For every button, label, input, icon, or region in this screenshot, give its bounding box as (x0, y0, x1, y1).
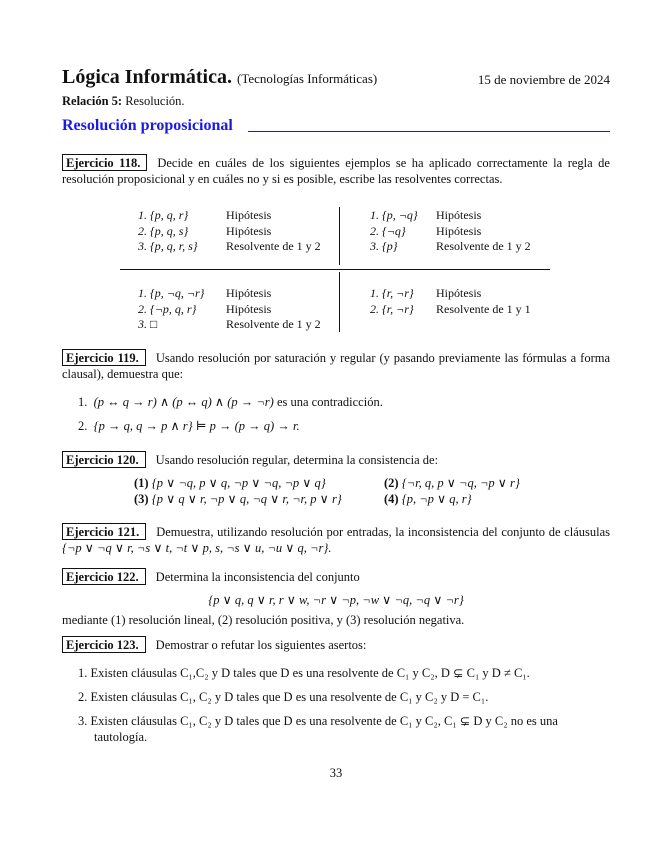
relacion-text: Resolución. (125, 94, 185, 108)
block-c-row: 1. {p, ¬q, ¬r} Hipótesis (138, 286, 272, 300)
block-b-row: 3. {p} Resolvente de 1 y 2 (370, 239, 531, 253)
block-c-row: 2. {¬p, q, r} Hipótesis (138, 301, 272, 316)
block-a-row: 3. {p, q, r, s} Resolvente de 1 y 2 (138, 239, 321, 253)
page (62, 0, 610, 848)
exercise-123-item-1: 1. Existen cláusulas C₁,C₂ y D tales que D es una resolvente de C₁ y C₂, D ⊊ C₁ y D ≠ C₁. (78, 666, 530, 680)
exercise-120-label: Ejercicio 120. (62, 451, 146, 468)
exercise-119 (62, 350, 610, 382)
exercise-119-label: Ejercicio 119. (62, 349, 146, 366)
exercise-120-text: Usando resolución regular, determina la consistencia de: (155, 453, 439, 467)
table-vline-bottom (339, 272, 340, 332)
table-hline (120, 269, 550, 270)
exercise-123 (62, 637, 610, 653)
exercise-122-label: Ejercicio 122. (62, 568, 146, 585)
exercise-120-set-2: (2) {¬r, q, p ∨ ¬q, ¬p ∨ r} (384, 476, 520, 490)
exercise-121-text: Demuestra, utilizando resolución por entradas, la inconsistencia del conjunto de (156, 525, 561, 539)
exercise-123-label: Ejercicio 123. (62, 636, 146, 653)
exercise-123-item-3-cont: tautología. (94, 730, 148, 744)
exercise-122-methods: mediante (1) resolución lineal, (2) resolución positiva, y (3) resolución negativa. (62, 613, 465, 627)
page-number: 33 (329, 766, 343, 780)
exercise-119-item-1: 1. (p ↔ q → r) ∧ (p ↔ q) ∧ (p → ¬r) es una contradicción. (78, 395, 383, 409)
block-d (370, 286, 531, 317)
block-c (138, 286, 321, 333)
block-a (138, 208, 321, 255)
block-b-row: 2. {¬q} Hipótesis (370, 223, 482, 238)
exercise-120-set-4: (4) {p, ¬p ∨ q, r} (384, 492, 472, 506)
exercise-123-text: Demostrar o refutar los siguientes asertos: (155, 638, 367, 652)
title-subtitle: (Tecnologías Informáticas) (236, 71, 378, 86)
exercise-121: Ejercicio 121. Demuestra, utilizando resolución por entradas, la inconsistencia del conjunto de cláusulas {¬p ∨ ¬q ∨ r, ¬s ∨ t, ¬t ∨ p, s, ¬s ∨ u, ¬u ∨ q, ¬r}. (62, 525, 610, 555)
exercise-123-item-3: 3. Existen cláusulas C₁, C₂ y D tales que D es una resolvente de C₁ y C₂, C₁ ⊊ D y C₂ no es una (78, 714, 558, 728)
block-c-row: 3. □ Resolvente de 1 y 2 (138, 317, 321, 331)
block-a-row: 1. {p, q, r} Hipótesis (138, 208, 272, 222)
document-title (62, 66, 377, 89)
exercise-119-text: Usando resolución por saturación y regular (y pasando previamente las fórmulas a forma clausal), demuestra que: (62, 351, 610, 381)
block-d-row: 2. {r, ¬r} Resolvente de 1 y 1 (370, 301, 531, 316)
exercise-123-item-2: 2. Existen cláusulas C₁, C₂ y D tales que D es una resolvente de C₁ y C₂ y D = C₁. (78, 690, 489, 704)
block-a-row: 2. {p, q, s} Hipótesis (138, 223, 272, 238)
relacion-line (62, 94, 185, 109)
section-rule (248, 131, 610, 132)
document-date: 15 de noviembre de 2024 (477, 72, 610, 87)
block-b-row: 1. {p, ¬q} Hipótesis (370, 208, 482, 222)
exercise-120-set-1: (1) {p ∨ ¬q, p ∨ q, ¬p ∨ ¬q, ¬p ∨ q} (134, 476, 326, 490)
section-title: Resolución proposicional (62, 117, 233, 134)
table-vline-top (339, 207, 340, 265)
exercise-119-item-2: 2. {p → q, q → p ∧ r} ⊨ p → (p → q) → r. (78, 419, 300, 433)
relacion-label: Relación 5: (62, 94, 123, 108)
exercise-118 (62, 155, 610, 187)
block-b (370, 208, 531, 255)
exercise-120 (62, 452, 610, 468)
exercise-118-text: Decide en cuáles de los siguientes ejemplos se ha aplicado correctamente la regla de resolución proposicional y en cuáles no y si es posible, escribe las resolventes correctas. (62, 156, 610, 186)
title-text: Lógica Informática. (62, 66, 232, 88)
exercise-122-set: {p ∨ q, q ∨ r, r ∨ w, ¬r ∨ ¬p, ¬w ∨ ¬q, ¬q ∨ ¬r} (208, 593, 464, 607)
exercise-121-label: Ejercicio 121. (62, 523, 146, 540)
exercise-120-set-3: (3) {p ∨ q ∨ r, ¬p ∨ q, ¬q ∨ r, ¬r, p ∨ r} (134, 492, 342, 506)
exercise-118-label: Ejercicio 118. (62, 154, 147, 171)
exercise-122-text: Determina la inconsistencia del conjunto (155, 570, 360, 584)
exercise-122 (62, 569, 610, 585)
block-d-row: 1. {r, ¬r} Hipótesis (370, 286, 482, 300)
